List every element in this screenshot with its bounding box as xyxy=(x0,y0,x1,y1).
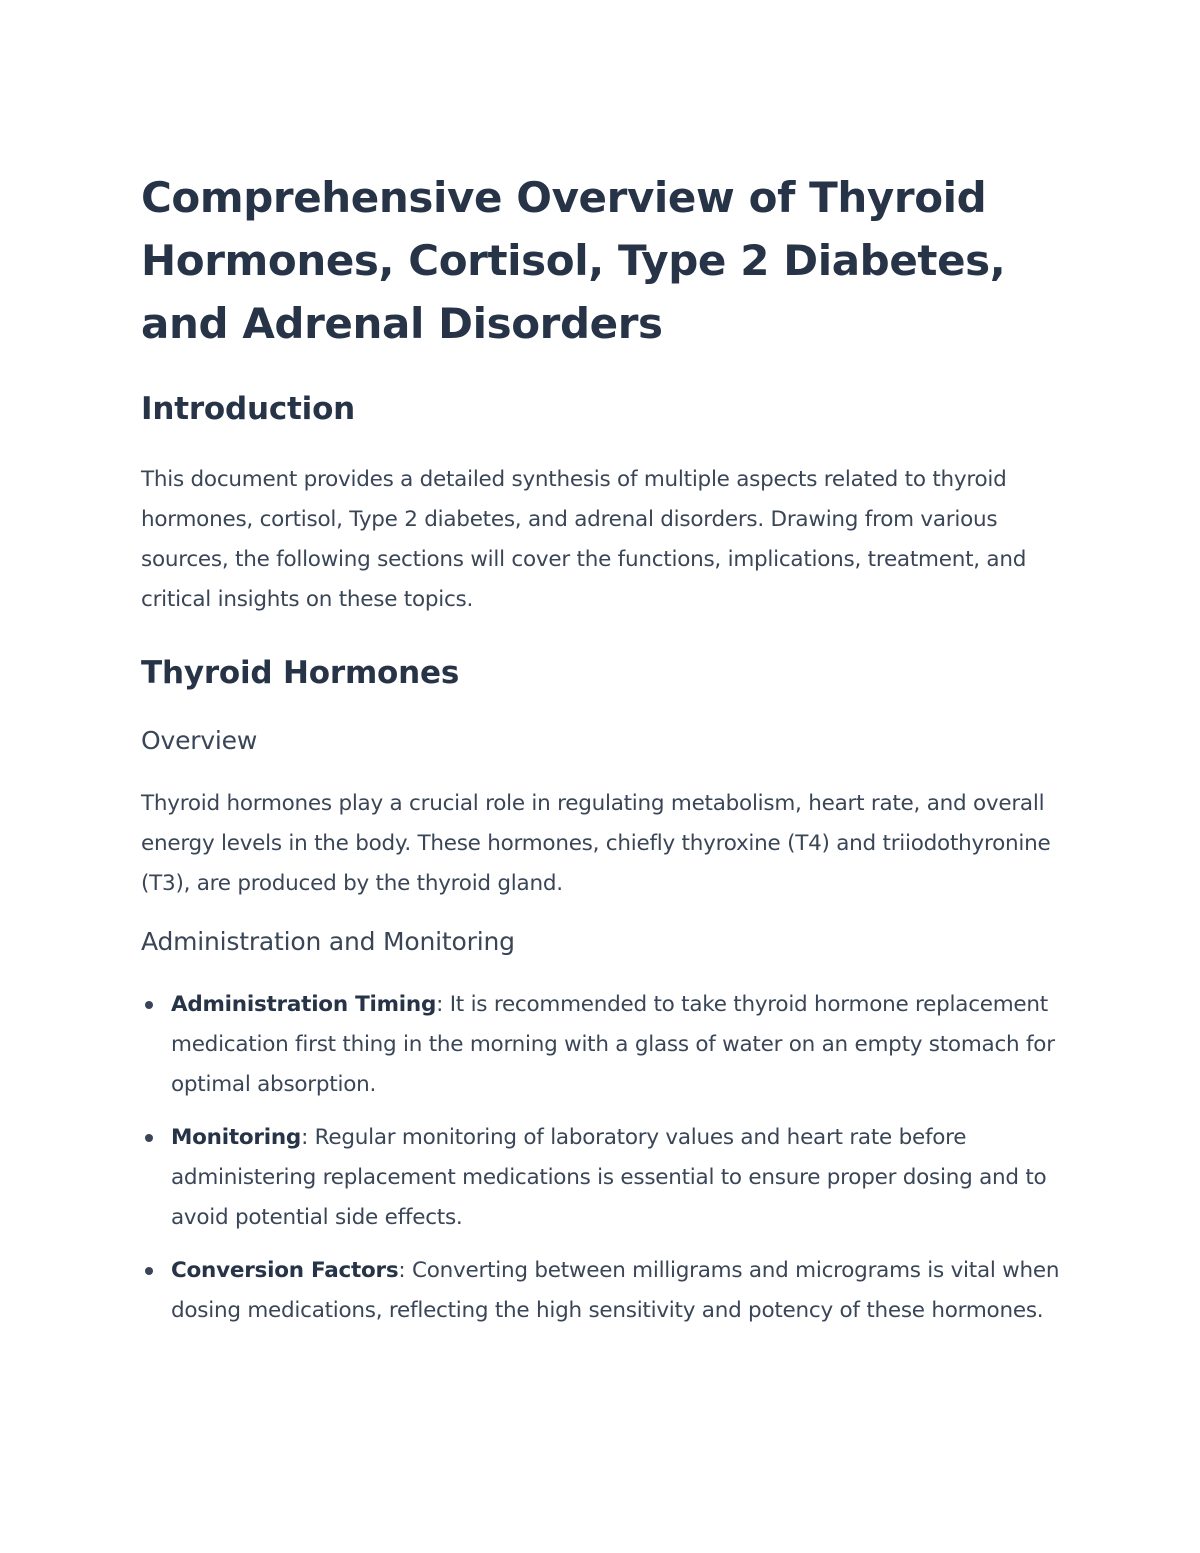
overview-paragraph: Thyroid hormones play a crucial role in regulating metabolism, heart rate, and overall energy levels in the body. These hormones, chiefly thyroxine (T4) and triiodothyronine (T3), are produced by the thyroid gland. xyxy=(141,791,1051,896)
bullet-monitoring xyxy=(141,1118,1076,1238)
overview-subheading: Overview xyxy=(141,726,258,755)
bullet-term: Administration Timing xyxy=(171,992,437,1017)
bullet-text: : Regular monitoring of laboratory values and heart rate before administering replacement medications is essential to ensure proper dosing and to avoid potential side effects. xyxy=(171,1125,1047,1230)
bullet-term: Monitoring xyxy=(171,1125,302,1150)
bullet-term: Conversion Factors xyxy=(171,1258,399,1283)
bullet-dot-icon xyxy=(145,1001,153,1009)
bullet-text: : Converting between milligrams and micrograms is vital when dosing medications, reflecting the high sensitivity and potency of these hormones. xyxy=(171,1258,1060,1323)
administration-monitoring-subheading: Administration and Monitoring xyxy=(141,927,515,956)
administration-bullet-list xyxy=(141,985,1076,1331)
bullet-dot-icon xyxy=(145,1134,153,1142)
bullet-administration-timing xyxy=(141,985,1076,1105)
bullet-conversion-factors xyxy=(141,1251,1076,1331)
bullet-text: : It is recommended to take thyroid hormone replacement medication first thing in the morning with a glass of water on an empty stomach for optimal absorption. xyxy=(171,992,1055,1097)
introduction-heading: Introduction xyxy=(141,391,356,427)
document-page xyxy=(141,166,1076,1344)
bullet-dot-icon xyxy=(145,1267,153,1275)
introduction-paragraph: This document provides a detailed synthesis of multiple aspects related to thyroid hormones, cortisol, Type 2 diabetes, and adrenal disorders. Drawing from various sources, the following sections will cover the functions, implications, treatment, and critical insights on these topics. xyxy=(141,467,1027,612)
thyroid-hormones-heading: Thyroid Hormones xyxy=(141,655,460,691)
document-title: Comprehensive Overview of Thyroid Hormones, Cortisol, Type 2 Diabetes, and Adrenal Disorders xyxy=(141,173,1006,348)
